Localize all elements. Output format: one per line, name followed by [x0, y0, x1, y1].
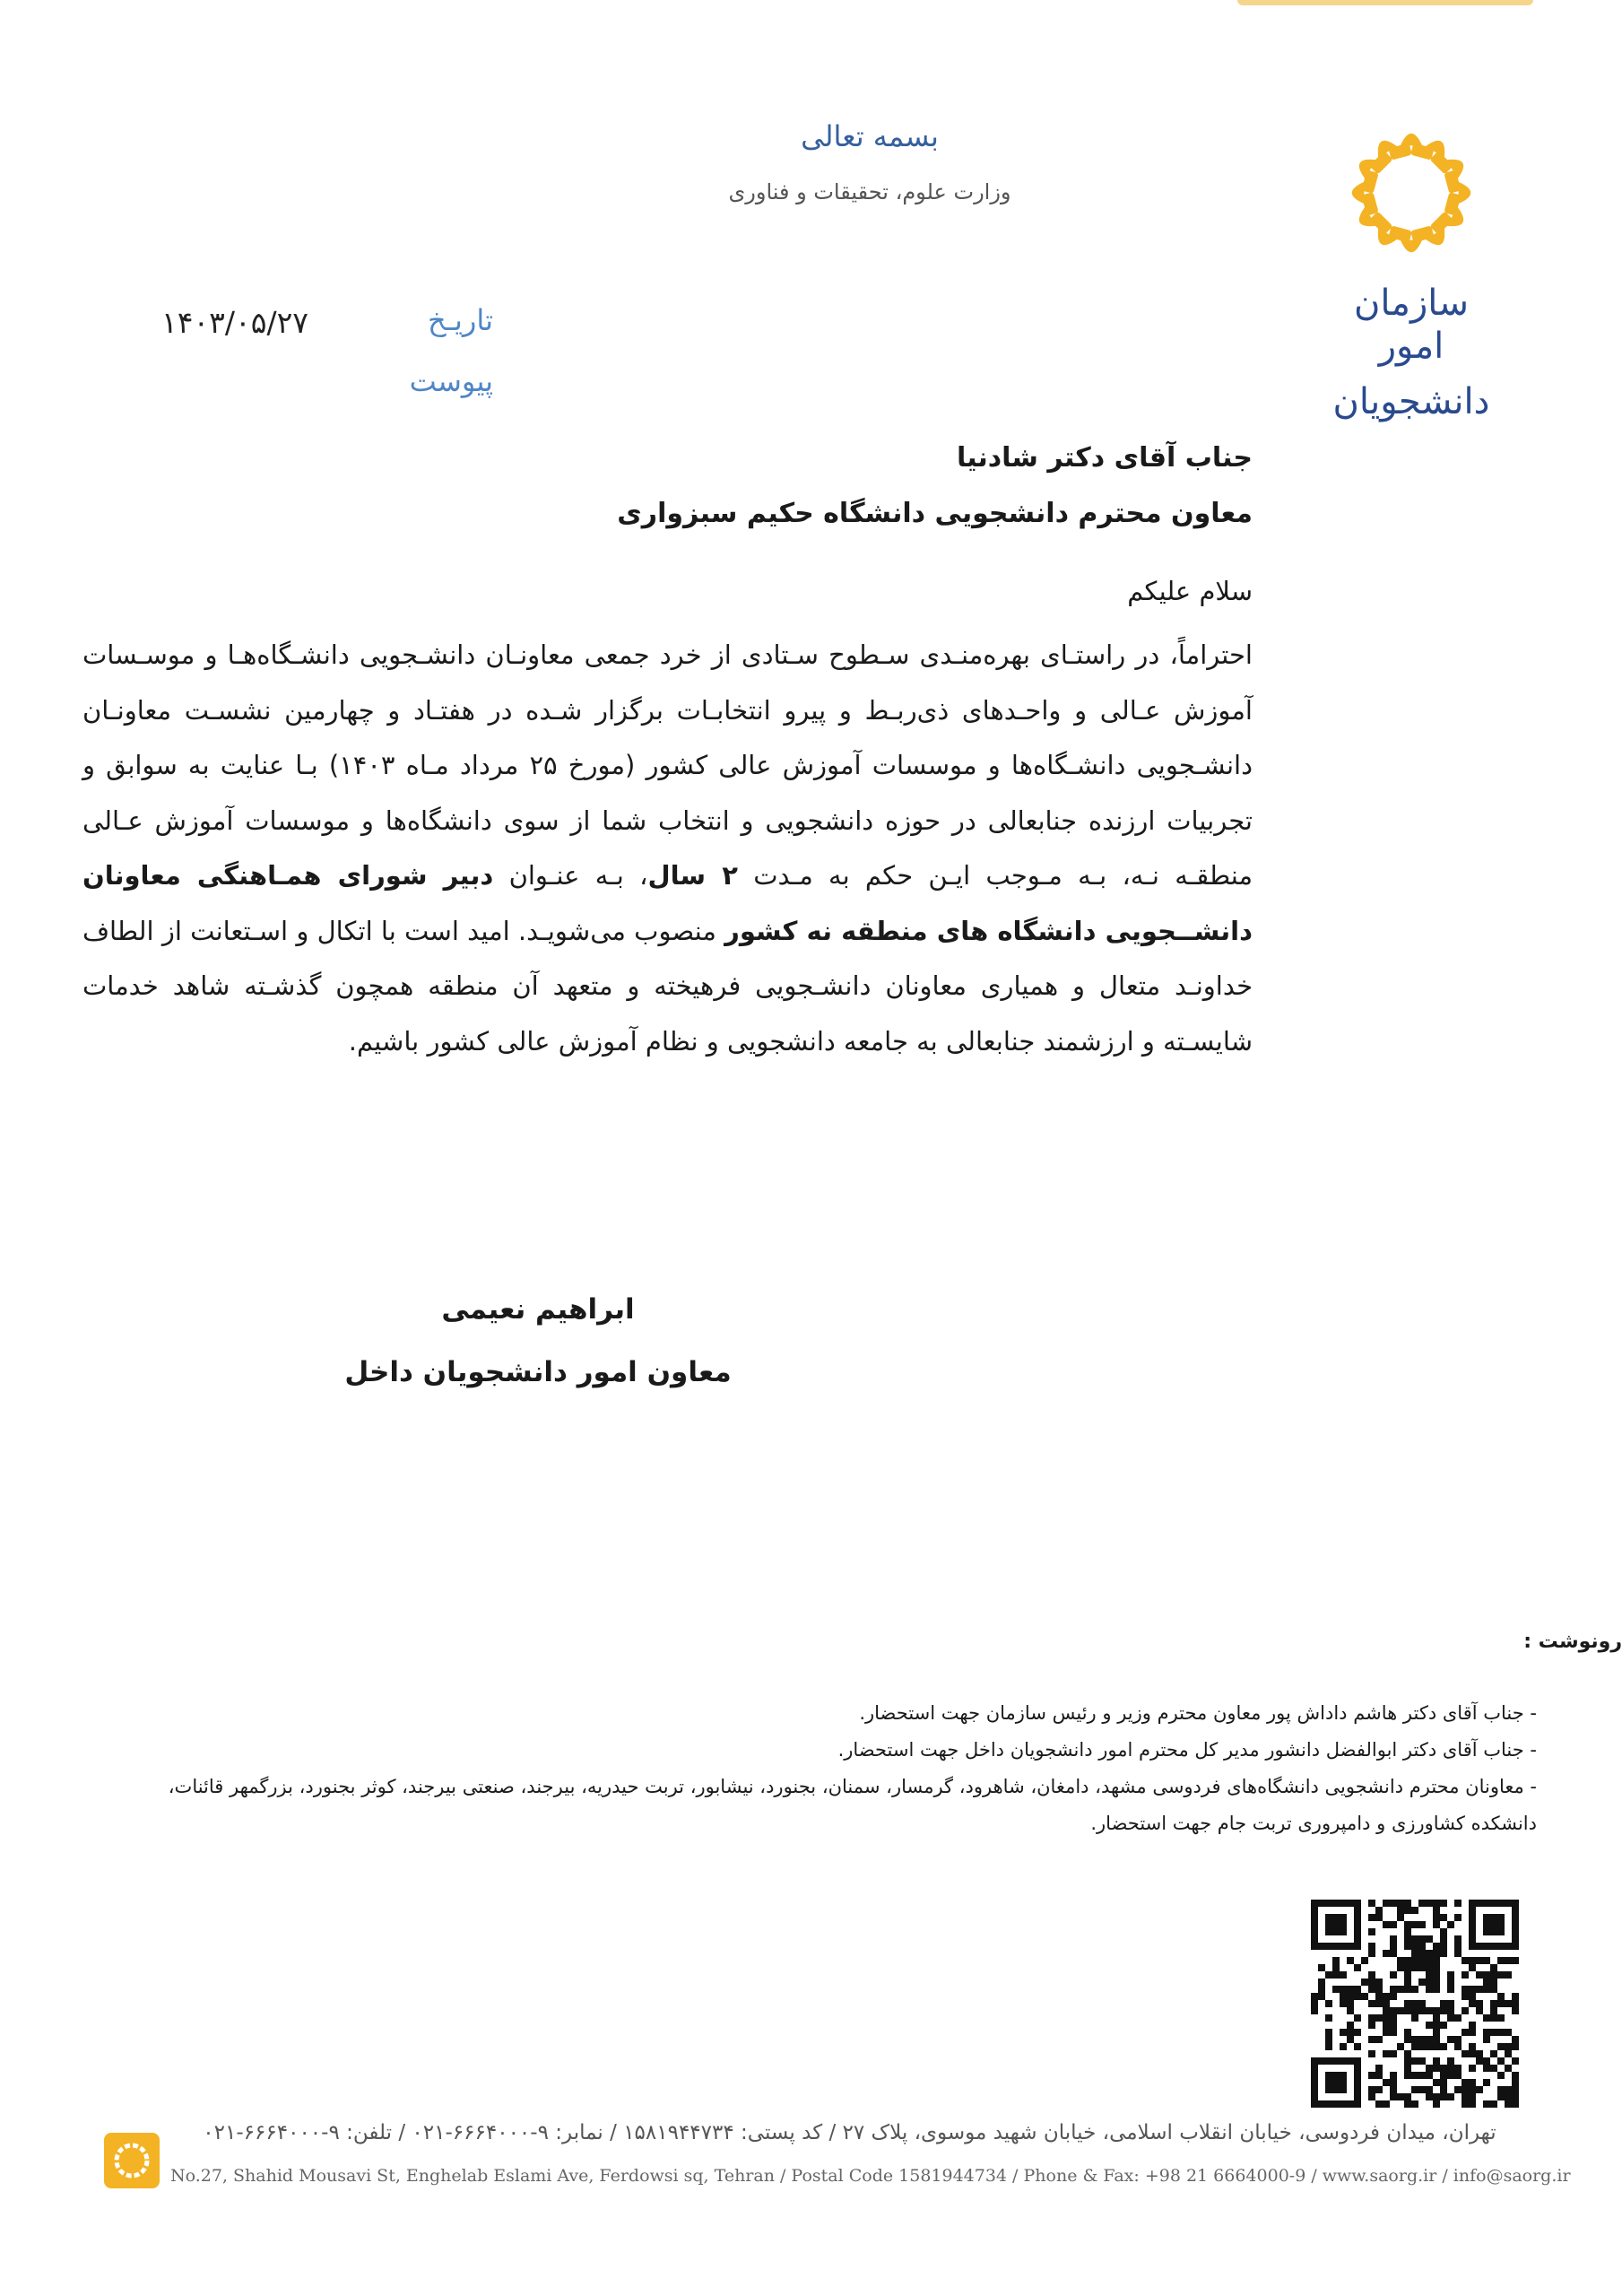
date-label: تاریـخ [427, 303, 493, 337]
saorg-logo-icon [1335, 117, 1488, 269]
cc-item: - جناب آقای دکتر ابوالفضل دانشور مدیر کل محترم امور دانشجویان داخل جهت استحضار. [837, 1739, 1537, 1761]
attachment-label: پیوست [409, 364, 493, 398]
body-part-2: ، بـه عنـوان [508, 860, 648, 891]
ministry-name: وزارت علوم، تحقیقات و فناوری [728, 179, 1011, 204]
salutation: سلام علیکم [1127, 576, 1253, 606]
body-part-1: احتراماً، در راستـای بهره‌منـدی سـطوح سـتادی از خرد جمعی معاونـان دانشـجویی دانشـگاه‌هـا و موسـسات آموزش عـالی و واحـدهای ذی‌ربـط و پیرو انتخابـات برگزار شـده در هفتـاد و چهارمین نشسـت معاونـان دانشـجویی دانشـگاه‌ها و موسسات آموزش عالی کشور (مورخ ۲۵ مرداد مـاه ۱۴۰۳) بـا عنایت به سوابق و تجربیات ارزنده جنابعالی در حوزه دانشجویی و انتخاب شما از سوی دانشگاه‌ها و موسسات آموزش عـالی منطقـه نـه، بـه مـوجب ایـن حکم به مـدت [82, 639, 1253, 891]
footer-address-english: No.27, Shahid Mousavi St, Enghelab Eslami Ave, Ferdowsi sq, Tehran / Postal Code 1581944734 / Phone & Fax: +98 21 6664000-9 / www.saorg.ir / info@saorg.ir [170, 2166, 1571, 2186]
appointed-position: دبیر شورای همـاهنگی معاونان دانشــجویی دانشگاه های منطقه نه کشور [82, 860, 1253, 946]
signatory-name: ابراهیم نعیمی [441, 1293, 635, 1326]
signature-block [332, 1278, 744, 1404]
addressee-name: جناب آقای دکتر شادنیا [957, 442, 1253, 474]
qr-code-icon [1311, 1900, 1519, 2108]
body-part-3: منصوب می‌شویـد. امید است با اتکال و اسـتعانت از الطاف خداونـد متعال و همیاری معاونان دانشـجویی فرهیخته و متعهد آن منطقه همچون گذشـته شاهد خدمات شایسـته و ارزشمند جنابعالی به جامعه دانشجویی و نظام آموزش عالی کشور باشیم. [82, 915, 1253, 1057]
cc-item: - معاونان محترم دانشجویی دانشگاه‌های فردوسی مشهد، دامغان، شاهرود، گرمسار، سمنان، بجنورد، نیشابور، تربت حیدریه، بیرجند، صنعتی بیرجند، کوثر بجنورد، بزرگمهر قائنات، دانشکده کشاورزی و دامپروری تربت جام جهت استحضار. [168, 1776, 1537, 1834]
footer-logo-icon [104, 2133, 160, 2188]
org-logo [1317, 117, 1505, 423]
date-value: ۱۴۰۳/۰۵/۲۷ [161, 305, 309, 340]
signatory-title: معاون امور دانشجویان داخل [344, 1356, 732, 1388]
addressee [266, 430, 1253, 542]
letter-body [82, 628, 1253, 1069]
org-name-line1: سازمان امور [1353, 283, 1469, 367]
footer-address-persian: تهران، میدان فردوسی، خیابان انقلاب اسلامی، خیابان شهید موسوی، پلاک ۲۷ / کد پستی: ۱۵۸۱۹۴۴۷۳۴ / نمابر: ۹-۶۶۶۴۰۰۰-۰۲۱ / تلفن: ۹-۶۶۶۴۰۰۰-۰۲۱ [203, 2121, 1496, 2144]
cc-list [111, 1695, 1537, 1842]
org-name-line2: دانشجویان [1332, 381, 1490, 422]
cc-title: رونوشت : [1523, 1631, 1622, 1653]
term-duration: ۲ سال [647, 860, 738, 891]
bismillah: بسمه تعالی [801, 119, 939, 153]
cc-item: - جناب آقای دکتر هاشم داداش پور معاون محترم وزیر و رئیس سازمان جهت استحضار. [859, 1702, 1537, 1724]
addressee-title: معاون محترم دانشجویی دانشگاه حکیم سبزواری [617, 498, 1253, 529]
top-decoration [1237, 0, 1533, 5]
